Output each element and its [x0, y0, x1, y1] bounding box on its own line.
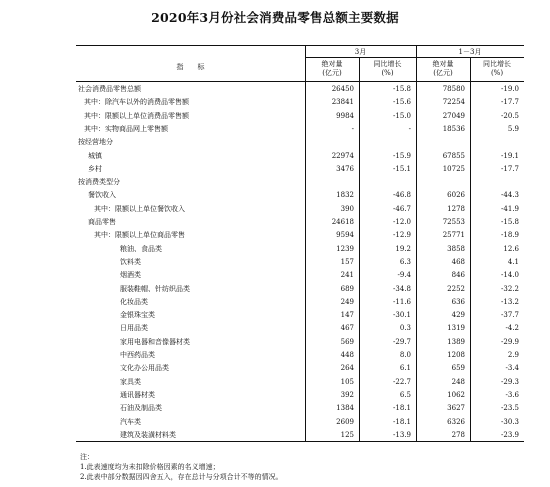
- cell-m-yoy: -46.7: [393, 204, 411, 213]
- cell-q-yoy: -14.0: [501, 271, 519, 280]
- row-label: 商品零售: [88, 218, 116, 226]
- table-top-rule: [76, 45, 524, 46]
- cell-q-abs: 429: [451, 311, 465, 320]
- cell-m-yoy: 6.1: [399, 364, 411, 373]
- cell-q-abs: 6326: [447, 417, 465, 426]
- cell-q-yoy: -3.4: [505, 364, 519, 373]
- cell-q-abs: 6026: [447, 191, 465, 200]
- cell-q-abs: 636: [451, 297, 465, 306]
- cell-q-yoy: -19.0: [501, 85, 519, 93]
- cell-m-abs: 125: [340, 430, 354, 439]
- cell-q-abs: 468: [451, 257, 465, 266]
- march-yoy-unit: (%): [381, 69, 394, 77]
- row-label: 通讯器材类: [120, 390, 155, 399]
- cell-q-abs: 78580: [442, 85, 465, 93]
- row-label: 其中：限额以上单位餐饮收入: [94, 204, 185, 213]
- cell-q-yoy: -3.6: [505, 390, 519, 399]
- row-label: 烟酒类: [120, 271, 141, 280]
- table-bottom-rule: [76, 441, 524, 442]
- cell-m-abs: 689: [340, 284, 354, 293]
- cell-q-yoy: -41.9: [501, 204, 519, 213]
- data-table: [76, 45, 524, 442]
- cell-m-yoy: -12.0: [393, 218, 411, 226]
- cell-q-yoy: 2.9: [507, 351, 519, 359]
- cell-m-yoy: 8.0: [399, 351, 411, 359]
- cell-q-yoy: 12.6: [503, 244, 519, 253]
- cell-q-abs: 1062: [447, 390, 465, 399]
- cell-q-abs: 10725: [442, 164, 465, 173]
- cell-q-abs: 72254: [442, 98, 465, 107]
- march-abs-header: 绝对量: [321, 60, 343, 68]
- row-label: 其中：除汽车以外的消费品零售额: [84, 98, 189, 107]
- cell-m-yoy: -15.0: [393, 111, 411, 120]
- cell-m-yoy: -15.1: [393, 164, 411, 173]
- q1-group-header: 1－3月: [458, 48, 482, 56]
- cell-q-yoy: -19.1: [501, 151, 519, 160]
- cell-m-yoy: -46.8: [393, 191, 411, 200]
- row-label: 服装鞋帽、针纺织品类: [120, 284, 190, 293]
- row-label: 家具类: [120, 377, 141, 386]
- cell-m-abs: 448: [340, 351, 354, 359]
- cell-q-yoy: -23.9: [501, 430, 519, 439]
- row-label: 化妆品类: [120, 297, 148, 306]
- cell-q-abs: 25771: [442, 231, 465, 240]
- cell-m-yoy: -29.7: [393, 337, 411, 346]
- cell-q-abs: 3627: [447, 404, 465, 413]
- cell-m-yoy: -12.9: [393, 231, 411, 240]
- cell-m-abs: 2609: [336, 417, 354, 426]
- indicator-header: 指 标: [176, 63, 205, 71]
- cell-q-yoy: -18.9: [501, 231, 519, 240]
- cell-m-abs: 157: [340, 257, 354, 266]
- row-label: 餐饮收入: [88, 191, 116, 200]
- cell-m-abs: 1239: [336, 244, 354, 253]
- row-label: 中西药品类: [120, 351, 155, 359]
- row-label: 其中：实物商品网上零售额: [84, 124, 168, 133]
- march-abs-unit: (亿元): [322, 69, 342, 77]
- cell-m-yoy: -15.8: [393, 85, 411, 93]
- row-label: 城镇: [88, 151, 102, 160]
- cell-m-abs: 1832: [336, 191, 354, 200]
- row-label: 日用品类: [120, 324, 148, 333]
- cell-q-yoy: -37.7: [501, 311, 519, 320]
- cell-q-yoy: 4.1: [507, 257, 519, 266]
- cell-q-yoy: -13.2: [501, 297, 519, 306]
- cell-q-abs: 1208: [447, 351, 465, 359]
- row-label: 社会消费品零售总额: [78, 85, 141, 93]
- header-bottom-rule: [76, 81, 524, 82]
- cell-q-yoy: 5.9: [507, 124, 519, 133]
- cell-q-abs: 67855: [442, 151, 465, 160]
- cell-m-yoy: -11.6: [393, 297, 411, 306]
- q1-abs-unit: (亿元): [433, 69, 453, 77]
- row-label: 建筑及装潢材料类: [120, 430, 176, 439]
- row-label: 按消费类型分: [78, 178, 120, 187]
- cell-m-abs: -: [351, 124, 354, 133]
- cell-m-abs: 26450: [331, 85, 354, 93]
- cell-m-abs: 24618: [331, 218, 354, 226]
- cell-m-yoy: -9.4: [397, 271, 411, 280]
- row-label: 按经营地分: [78, 138, 113, 147]
- header-group-rule: [305, 57, 524, 58]
- cell-m-yoy: -15.9: [393, 151, 411, 160]
- cell-q-abs: 1278: [447, 204, 465, 213]
- row-label: 文化办公用品类: [120, 364, 169, 373]
- cell-m-yoy: -30.1: [393, 311, 411, 320]
- table-title: 2020年3月份社会消费品零售总额主要数据: [151, 10, 399, 25]
- cell-m-yoy: 6.3: [399, 257, 411, 266]
- row-label: 汽车类: [120, 417, 141, 426]
- table-notes: [80, 452, 283, 482]
- cell-q-abs: 248: [451, 377, 465, 386]
- row-label: 其中：限额以上单位消费品零售额: [84, 111, 189, 120]
- cell-m-yoy: -18.1: [393, 404, 411, 413]
- cell-q-yoy: -4.2: [505, 324, 519, 333]
- cell-m-yoy: -13.9: [393, 430, 411, 439]
- cell-q-abs: 278: [451, 430, 465, 439]
- cell-q-yoy: -15.8: [501, 218, 519, 226]
- cell-q-yoy: -20.5: [501, 111, 519, 120]
- row-label: 粮油、食品类: [120, 244, 162, 253]
- cell-q-yoy: -30.3: [501, 417, 519, 426]
- note-line: 1.此表速度均为未扣除价格因素的名义增速；: [80, 463, 220, 471]
- cell-m-yoy: -18.1: [393, 417, 411, 426]
- cell-q-yoy: -44.3: [501, 191, 519, 200]
- cell-q-yoy: -32.2: [501, 284, 519, 293]
- row-label: 其中：限额以上单位商品零售: [94, 231, 185, 240]
- q1-yoy-header: 同比增长: [483, 60, 511, 68]
- cell-m-yoy: -: [408, 124, 411, 133]
- cell-q-abs: 2252: [447, 284, 465, 293]
- cell-m-abs: 241: [340, 271, 354, 280]
- march-yoy-header: 同比增长: [373, 60, 402, 68]
- q1-abs-header: 绝对量: [432, 60, 454, 68]
- cell-m-abs: 9594: [336, 231, 354, 240]
- row-label: 石油及制品类: [120, 404, 162, 413]
- cell-m-yoy: -34.8: [393, 284, 411, 293]
- row-label: 金银珠宝类: [120, 311, 155, 320]
- cell-m-abs: 3476: [336, 164, 354, 173]
- cell-q-yoy: -29.9: [501, 337, 519, 346]
- row-label: 饮料类: [120, 257, 141, 266]
- cell-m-yoy: -15.6: [393, 98, 411, 107]
- cell-m-abs: 9984: [336, 111, 354, 120]
- cell-m-abs: 1384: [336, 404, 354, 413]
- q1-yoy-unit: (%): [490, 69, 504, 77]
- notes-heading: 注：: [80, 453, 94, 461]
- cell-m-abs: 569: [340, 337, 354, 346]
- cell-m-abs: 23841: [331, 98, 354, 107]
- row-label: 乡村: [88, 164, 102, 173]
- cell-m-yoy: 0.3: [399, 324, 411, 333]
- cell-m-abs: 392: [340, 390, 354, 399]
- cell-m-yoy: -22.7: [393, 377, 411, 386]
- cell-m-yoy: 19.2: [395, 244, 411, 253]
- cell-q-abs: 1319: [447, 324, 465, 333]
- cell-m-abs: 147: [340, 311, 354, 320]
- cell-q-abs: 3858: [447, 244, 465, 253]
- cell-q-yoy: -17.7: [501, 98, 519, 107]
- cell-q-abs: 27049: [442, 111, 465, 120]
- cell-q-abs: 659: [451, 364, 465, 373]
- cell-q-yoy: -23.5: [501, 404, 519, 413]
- cell-m-abs: 22974: [331, 151, 354, 160]
- cell-q-abs: 18536: [442, 124, 465, 133]
- cell-q-abs: 846: [451, 271, 465, 280]
- cell-m-abs: 264: [340, 364, 354, 373]
- cell-m-yoy: 6.5: [399, 390, 411, 399]
- cell-m-abs: 467: [340, 324, 354, 333]
- cell-q-abs: 1389: [447, 337, 465, 346]
- cell-m-abs: 105: [340, 377, 354, 386]
- cell-q-yoy: -29.3: [501, 377, 519, 386]
- cell-m-abs: 249: [340, 297, 354, 306]
- note-line: 2.此表中部分数据因四舍五入，存在总计与分项合计不等的情况。: [80, 473, 283, 481]
- cell-m-abs: 390: [340, 204, 354, 213]
- row-label: 家用电器和音像器材类: [120, 337, 190, 346]
- march-group-header: 3月: [354, 48, 367, 56]
- cell-q-abs: 72553: [442, 218, 465, 226]
- cell-q-yoy: -17.7: [501, 164, 519, 173]
